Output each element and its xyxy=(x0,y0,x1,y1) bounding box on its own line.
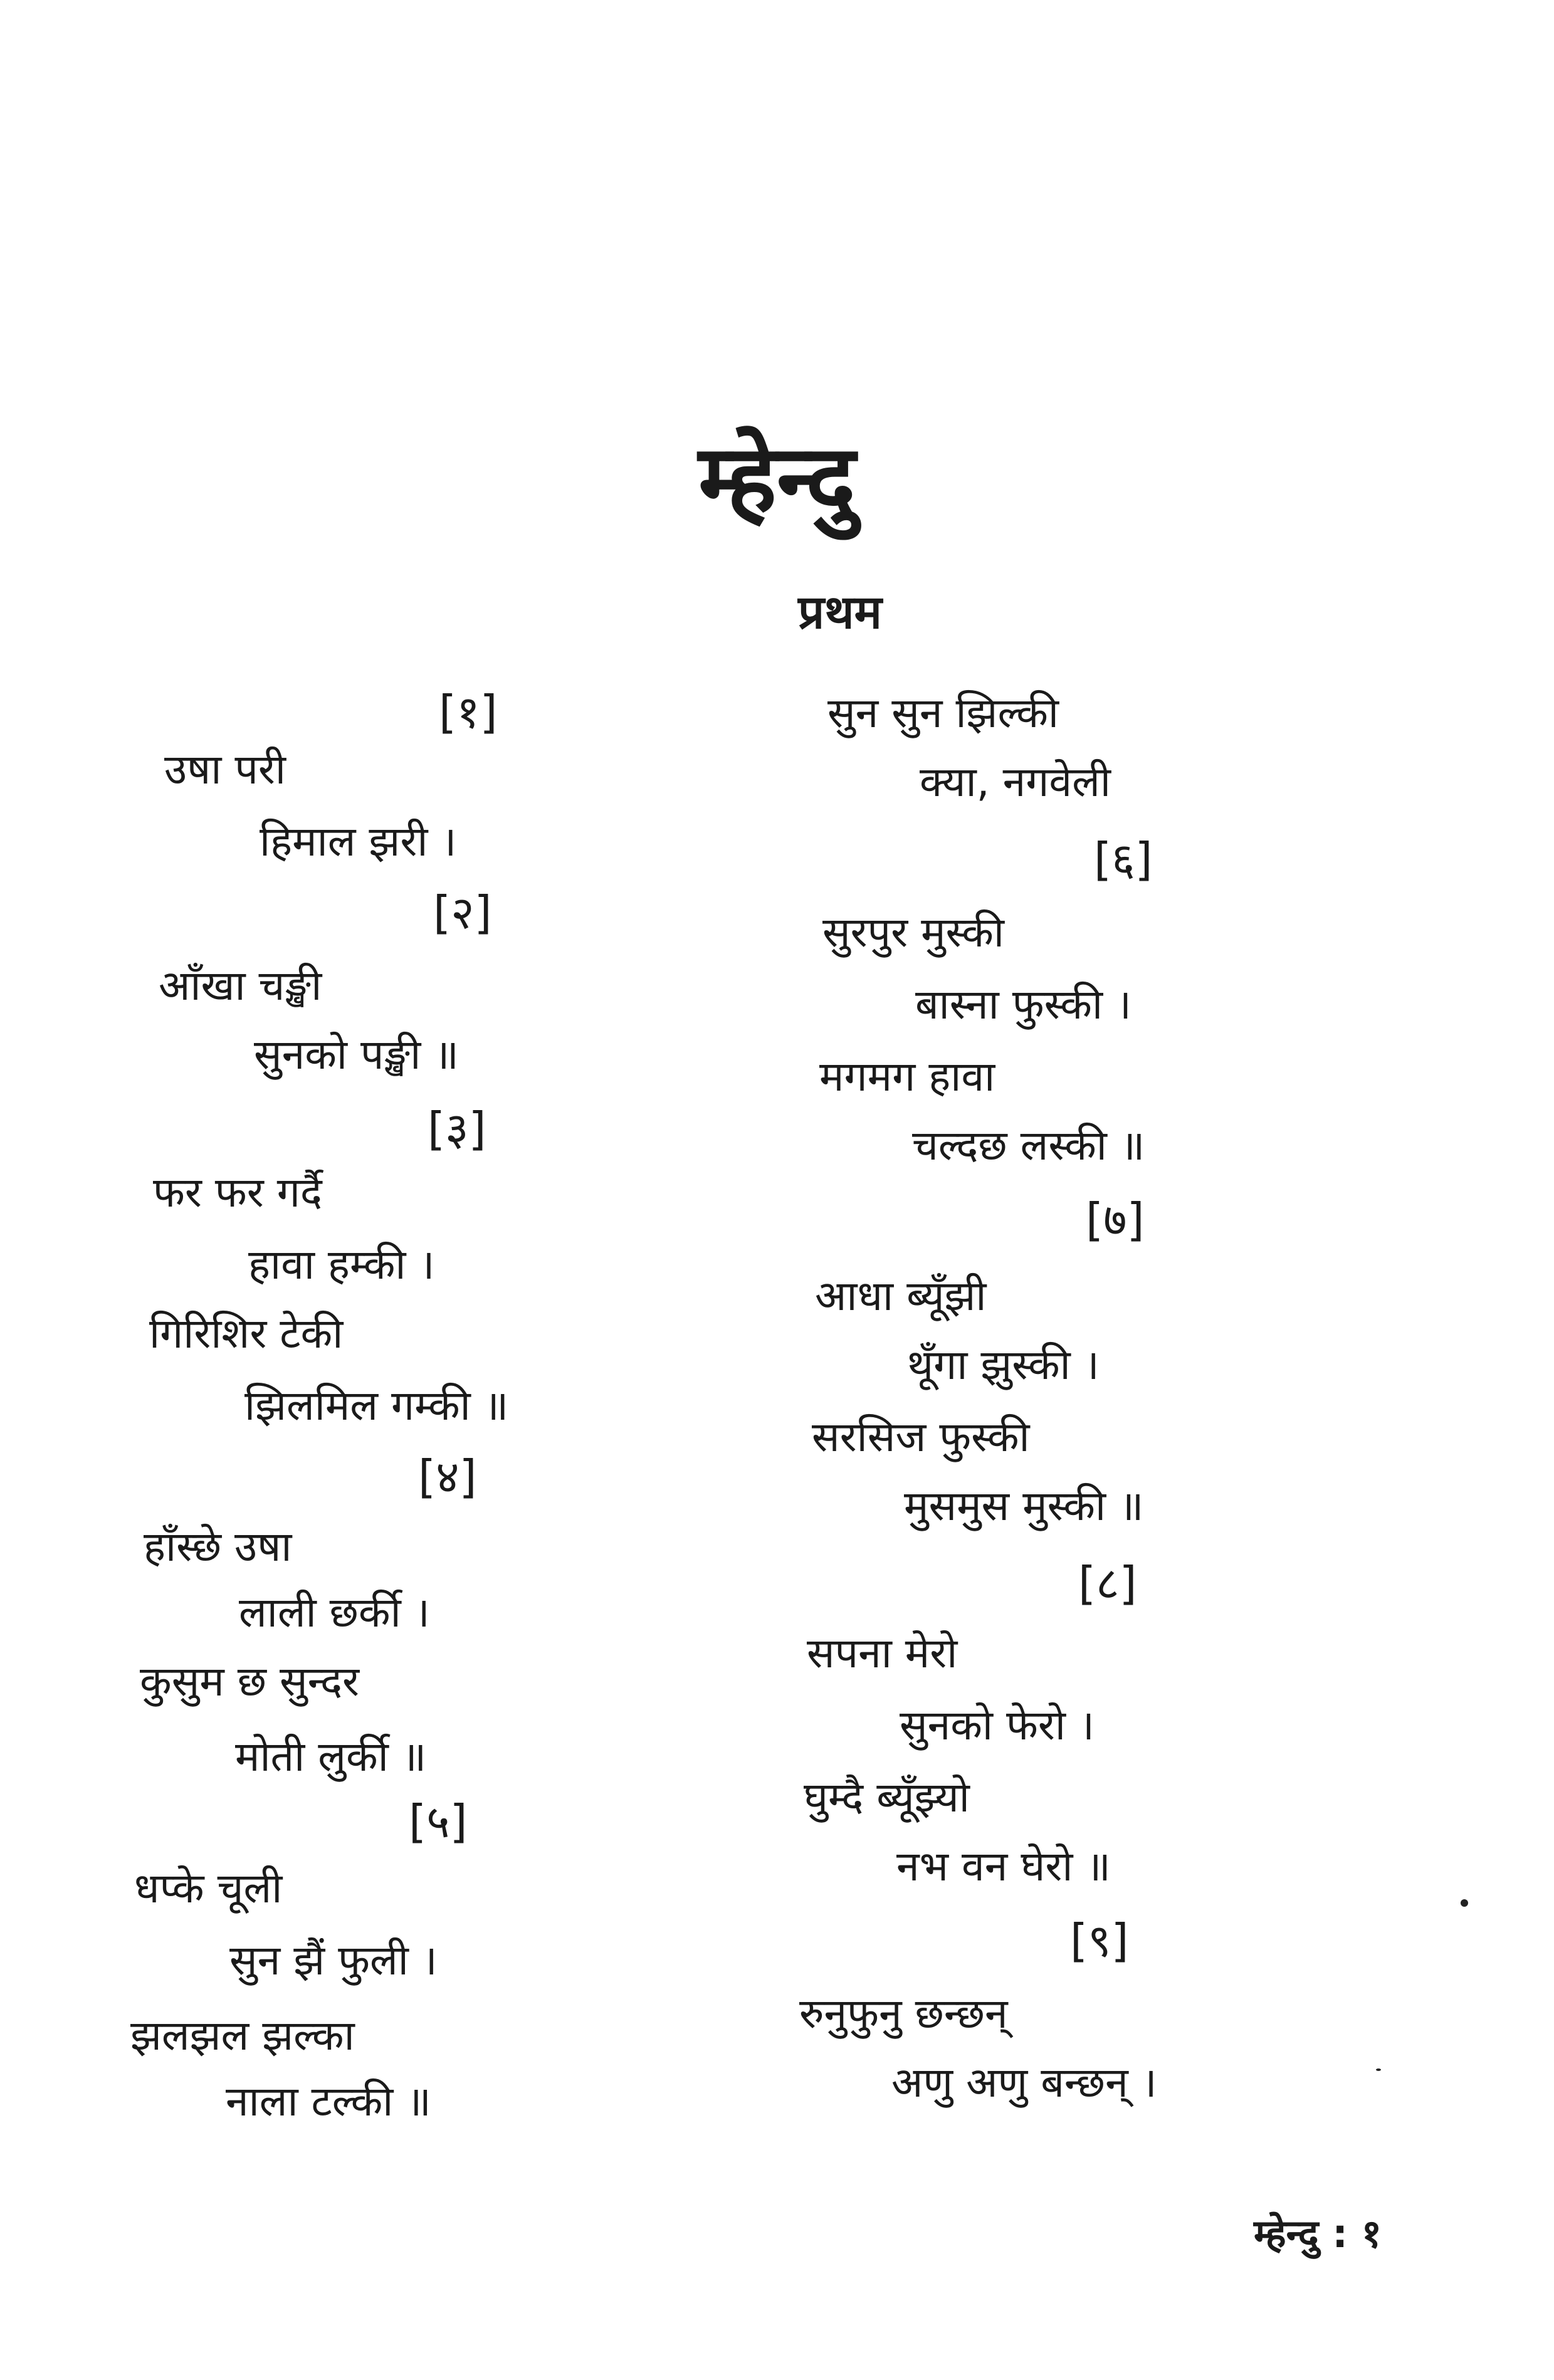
verse-line: सरसिज फुस्की xyxy=(812,1413,1030,1461)
verse-line: झलझल झल्का xyxy=(130,2011,355,2060)
verse-line: सुरपुर मुस्की xyxy=(822,908,1004,957)
verse-line: नाला टल्की ॥ xyxy=(226,2077,431,2126)
verse-line: सपना मेरो xyxy=(807,1629,958,1677)
verse-number: [२] xyxy=(433,886,492,939)
verse-line: क्या, नगवेली xyxy=(920,758,1111,806)
verse-line: उषा परी xyxy=(164,745,286,794)
verse-line: मगमग हावा xyxy=(819,1052,995,1101)
verse-number: [९] xyxy=(1070,1914,1129,1967)
verse-line: सुन सुन झिल्की xyxy=(827,689,1059,737)
verse-line: सुनको फेरो । xyxy=(900,1701,1095,1749)
verse-line: बास्ना फुस्की । xyxy=(915,980,1132,1029)
verse-line: आँखा चङ्खी xyxy=(159,962,322,1010)
verse-line: चल्दछ लस्की ॥ xyxy=(912,1121,1145,1170)
verse-number: [४] xyxy=(418,1450,477,1503)
verse-line: झिलमिल गम्की ॥ xyxy=(244,1381,509,1430)
verse-number: [१] xyxy=(439,686,498,738)
verse-line: हिमाल झरी । xyxy=(260,817,457,866)
speck-mark xyxy=(1461,1899,1468,1907)
verse-line: लाली छर्की । xyxy=(239,1588,430,1637)
verse-line: आधा ब्यूँझी xyxy=(815,1272,987,1320)
verse-number: [३] xyxy=(428,1103,486,1155)
verse-number: [५] xyxy=(409,1795,468,1848)
verse-line: धप्के चूली xyxy=(134,1864,283,1912)
verse-line: मुसमुस मुस्की ॥ xyxy=(904,1482,1144,1530)
verse-line: हावा हम्की । xyxy=(248,1240,435,1289)
verse-line: गिरिशिर टेकी xyxy=(149,1309,344,1358)
verse-number: [८] xyxy=(1078,1557,1137,1610)
verse-line: हाँस्छे उषा xyxy=(144,1523,292,1571)
verse-number: [७] xyxy=(1086,1193,1145,1246)
verse-number: [६] xyxy=(1094,833,1153,886)
verse-line: अणु अणु बन्छन् । xyxy=(891,2058,1157,2107)
verse-line: घुम्दै ब्यूँझ्यो xyxy=(804,1773,970,1822)
verse-line: सुनको पङ्खी ॥ xyxy=(254,1030,459,1079)
page-title: म्हेन्दु xyxy=(698,425,856,534)
verse-line: कुसुम छ सुन्दर xyxy=(140,1657,360,1706)
verse-line: सुन झैं फुली । xyxy=(229,1936,438,1984)
verse-line: फर फर गर्दै xyxy=(153,1168,322,1217)
section-title: प्रथम xyxy=(798,585,882,639)
page-footer: म्हेन्दु : १ xyxy=(1254,2211,1382,2257)
verse-line: नभ वन घेरो ॥ xyxy=(896,1842,1111,1890)
verse-line: रुनुफुनु छन्छन् xyxy=(799,1989,1008,2038)
speck-mark xyxy=(1376,2068,1381,2071)
verse-line: थूँगा झुस्की । xyxy=(907,1341,1100,1389)
verse-line: मोती लुर्की ॥ xyxy=(235,1733,427,1781)
